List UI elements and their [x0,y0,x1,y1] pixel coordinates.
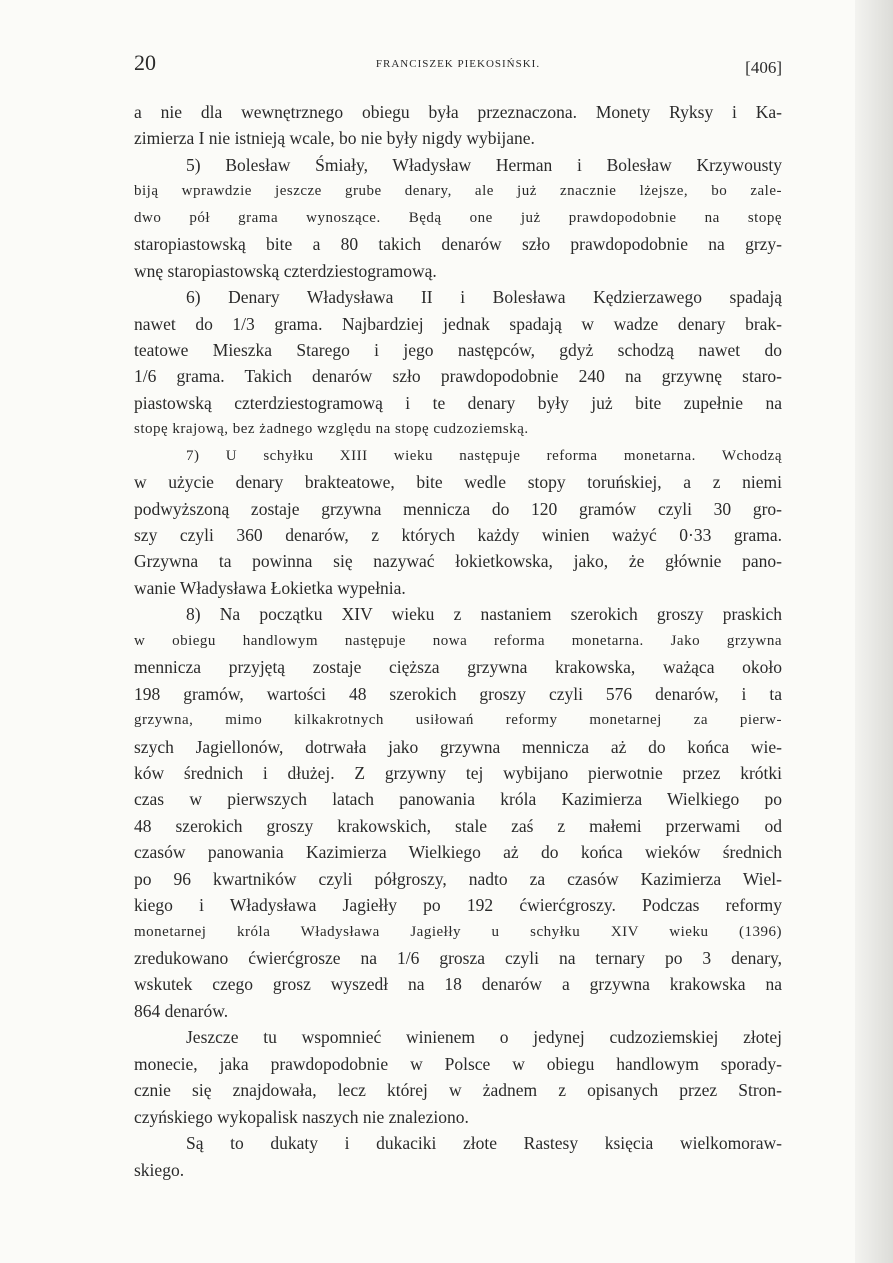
text-line: szych Jagiellonów, dotrwała jako grzywna mennicza aż do końca wie- [134,736,782,757]
text-line: monetarnej króla Władysława Jagiełły u schyłku XIV wieku (1396) [134,923,782,940]
text-line: staropiastowską bite a 80 takich denarów szło prawdopodobnie na grzy- [134,234,782,255]
text-line: czasów panowania Kazimierza Wielkiego aż do końca wieków średnich [134,842,782,863]
page-edge-shadow [855,0,893,1263]
text-line: biją wprawdzie jeszcze grube denary, ale już znacznie lżejsze, bo zale- [134,183,782,200]
text-line: wanie Władysława Łokietka wypełnia. [134,577,406,598]
text-line: nawet do 1/3 grama. Najbardziej jednak spadają w wadze denary brak- [134,313,782,334]
text-line: szy czyli 360 denarów, z których każdy winien ważyć 0·33 grama. [134,525,782,545]
text-line: a nie dla wewnętrznego obiegu była przeznaczona. Monety Ryksy i Ka- [134,102,782,122]
text-line: czas w pierwszych latach panowania króla Kazimierza Wielkiego po [134,789,782,810]
text-line: mennicza przyjętą zostaje cięższa grzywna krakowska, ważąca około [134,657,782,678]
text-line: 6) Denary Władysława II i Bolesława Kędzierzawego spadają [186,287,782,308]
sheet-number: [406] [745,58,782,77]
text-line: 198 gramów, wartości 48 szerokich groszy czyli 576 denarów, i ta [134,683,782,704]
text-line: wnę staropiastowską czterdziestogramową. [134,260,437,281]
text-line: Jeszcze tu wspomnieć winienem o jedynej cudzoziemskiej złotej [186,1027,782,1048]
text-line: dwo pół grama wynoszące. Będą one już prawdopodobnie na stopę [134,209,782,226]
text-line: cznie się znajdowała, lecz której w żadnem z opisanych przez Stron- [134,1080,782,1101]
text-line: teatowe Mieszka Starego i jego następców, gdyż schodzą nawet do [134,339,782,360]
text-line: Grzywna ta powinna się nazywać łokietkowska, jako, że głównie pano- [134,551,782,572]
body-text [134,99,782,1183]
text-line: monecie, jaka prawdopodobnie w Polsce w obiegu handlowym sporady- [134,1053,782,1074]
text-line: zredukowano ćwierćgrosze na 1/6 grosza czyli na ternary po 3 denary, [134,948,782,968]
text-line: podwyższoną zostaje grzywna mennicza do 120 gramów czyli 30 gro- [134,498,782,519]
text-line: skiego. [134,1159,185,1180]
text-line: 7) U schyłku XIII wieku następuje reforma monetarna. Wchodzą [186,447,782,464]
text-line: czyńskiego wykopalisk naszych nie znaleziono. [134,1106,469,1127]
text-line: zimierza I nie istnieją wcale, bo nie były nigdy wybijane. [134,128,535,149]
text-line: w obiegu handlowym następuje nowa reforma monetarna. Jako grzywna [134,632,782,649]
text-line: ków średnich i dłużej. Z grzywny tej wybijano pierwotnie przez krótki [134,762,782,783]
text-line: 864 denarów. [134,1000,229,1021]
text-line: 1/6 grama. Takich denarów szło prawdopodobnie 240 na grzywnę staro- [134,366,782,387]
text-line: 48 szerokich groszy krakowskich, stale zaś z małemi przerwami od [134,815,782,836]
running-title: FRANCISZEK PIEKOSIŃSKI. [375,58,541,70]
text-line: Są to dukaty i dukaciki złote Rastesy księcia wielkomoraw- [186,1133,782,1154]
text-line: po 96 kwartników czyli półgroszy, nadto za czasów Kazimierza Wiel- [134,868,782,889]
page-header [134,50,782,86]
text-line: stopę krajową, bez żadnego względu na stopę cudzoziemską. [134,421,529,438]
text-line: 5) Bolesław Śmiały, Władysław Herman i Bolesław Krzywousty [186,154,782,175]
text-line: grzywna, mimo kilkakrotnych usiłowań reformy monetarnej za pierw- [134,712,782,729]
text-line: kiego i Władysława Jagiełły po 192 ćwierćgroszy. Podczas reformy [134,895,782,916]
text-line: piastowską czterdziestogramową i te denary były już bite zupełnie na [134,392,782,413]
text-line: w użycie denary brakteatowe, bite wedle stopy toruńskiej, a z niemi [134,472,782,493]
text-line: 8) Na początku XIV wieku z nastaniem szerokich groszy praskich [186,604,782,625]
page-number: 20 [134,50,156,75]
text-line: wskutek czego grosz wyszedł na 18 denarów a grzywna krakowska na [134,974,782,995]
